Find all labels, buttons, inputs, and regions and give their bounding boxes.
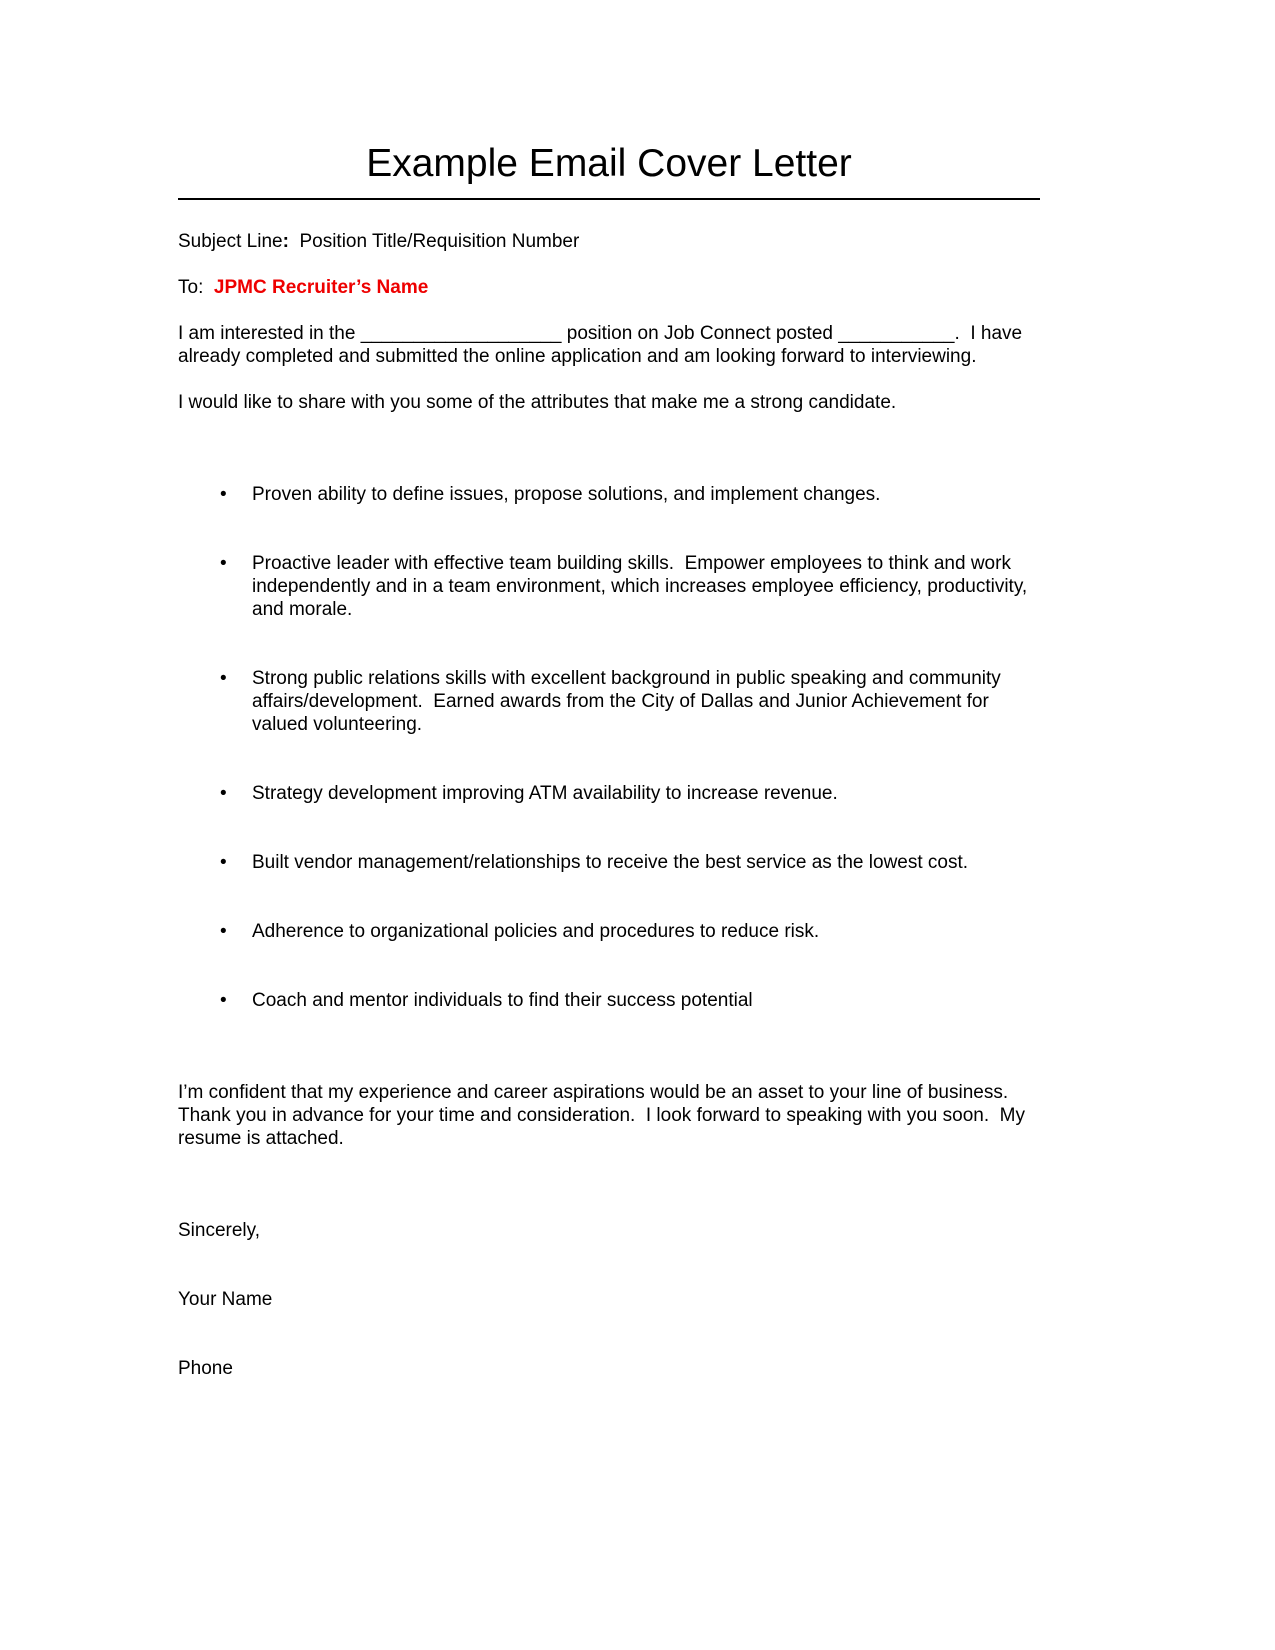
bullet-marker: • (220, 989, 227, 1011)
bullet-text: Built vendor management/relationships to receive the best service as the lowest cost. (252, 851, 969, 873)
bullet-text: Proven ability to define issues, propose solutions, and implement changes. (252, 483, 881, 505)
closing-paragraph: I’m confident that my experience and career aspirations would be an asset to your line of business. Thank you in advance for your time and consideration. I look forward to speaking with you soon. My resume is attached. (178, 1081, 1031, 1149)
bullet-item (178, 782, 1040, 805)
subject-label: Subject Line (178, 230, 283, 252)
recruiter-name: JPMC Recruiter’s Name (213, 276, 429, 298)
subject-line (178, 230, 1040, 253)
bullet-text: Coach and mentor individuals to find their success potential (252, 989, 753, 1011)
signature-name: Your Name (178, 1288, 273, 1310)
bullet-item (178, 851, 1040, 874)
bullet-marker: • (220, 920, 227, 942)
attributes-list (178, 437, 1040, 1058)
bullet-item (178, 483, 1040, 506)
signature-closing: Sincerely, (178, 1219, 261, 1241)
intro-text-mid: position on Job Connect posted (561, 322, 839, 344)
bullet-text: Proactive leader with effective team building skills. Empower employees to think and work independently and in a team environment, which increases employee efficiency, productivity, and morale. (252, 552, 1033, 620)
blank-date-field: ___________ (838, 322, 955, 344)
to-gap (203, 277, 214, 298)
bullet-text: Adherence to organizational policies and procedures to reduce risk. (252, 920, 820, 942)
subject-value: Position Title/Requisition Number (288, 230, 580, 252)
attributes-lead-in: I would like to share with you some of the attributes that make me a strong candidate. (178, 391, 897, 413)
to-label: To: (178, 276, 204, 298)
bullet-text: Strategy development improving ATM availability to increase revenue. (252, 782, 838, 804)
bullet-item (178, 552, 1040, 621)
signature-block (178, 1173, 1040, 1426)
bullet-item (178, 920, 1040, 943)
intro-text-pre: I am interested in the (178, 322, 361, 344)
bullet-marker: • (220, 782, 227, 804)
bullet-marker: • (220, 667, 227, 689)
subject-colon: : (282, 230, 289, 252)
signature-phone: Phone (178, 1357, 233, 1379)
page-title: Example Email Cover Letter (178, 143, 1040, 200)
blank-position-field: ___________________ (360, 322, 562, 344)
bullet-marker: • (220, 851, 227, 873)
intro-paragraph (178, 322, 1040, 368)
intro-text-post: . I have already completed and submitted the online application and am looking forward to interviewing. (178, 322, 1028, 367)
bullet-marker: • (220, 483, 227, 505)
to-line (178, 276, 1040, 299)
bullet-item (178, 989, 1040, 1012)
bullet-item (178, 667, 1040, 736)
bullet-marker: • (220, 552, 227, 574)
bullet-text: Strong public relations skills with excellent background in public speaking and community affairs/development. Earned awards from the City of Dallas and Junior Achievement for valued volunteering. (252, 667, 1007, 735)
